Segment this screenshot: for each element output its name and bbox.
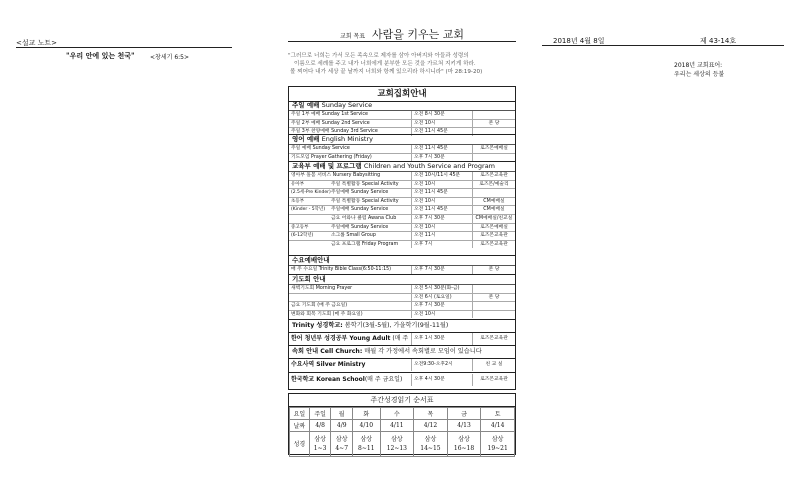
service-place: 본 당 <box>472 266 515 274</box>
young-adult-time: 오후 1시 30분 <box>411 333 472 345</box>
service-time: 오후 7시 30분 <box>411 302 472 310</box>
service-name: 새벽기도회 Morning Prayer <box>291 286 353 291</box>
heading-en: Sunday Service <box>321 101 373 109</box>
trinity-terms: 봄학기(3월-5월), 가을학기(9월-11월) <box>344 322 449 329</box>
verse-line: 이름으로 세례를 주고 내가 너희에게 분부한 모든 것을 가르쳐 지키게 하라. <box>294 61 476 67</box>
young-adult-place: 로즈몬교육관 <box>472 333 515 345</box>
service-time: 오후 7시 30분 <box>411 154 472 162</box>
program-place: CM예배실 <box>472 206 515 214</box>
book-name: 삼상 <box>491 436 504 443</box>
chapters: 19~21 <box>487 445 508 452</box>
service-time: 오전 11시 45분 <box>411 128 472 136</box>
verse-line: 볼 찌어다 내가 세상 끝 날까지 너희와 항께 있으리라 하시니라" (마 28:19-20) <box>290 69 483 75</box>
age-group: 유아부 <box>291 181 305 187</box>
service-time: 오전 8시 30분 <box>411 111 472 119</box>
table-row <box>289 181 515 190</box>
verse-cell <box>414 432 448 457</box>
program-name: 소그룹 Small Group <box>331 233 376 239</box>
program-name: 영아부 돌봄 서비스 Nursery Babysitting <box>291 173 381 178</box>
service-name: 주일 2부 예배 Sunday 2nd Service <box>291 120 370 126</box>
table-row <box>289 198 515 207</box>
date-cell: 4/8 <box>309 420 331 432</box>
table-row <box>289 120 515 129</box>
table-row <box>289 285 515 294</box>
service-name: 금요 기도회 (매 주 금요일) <box>291 303 348 309</box>
service-name: 주일 예배 Sunday Service <box>291 146 350 151</box>
book-name: 삼상 <box>360 436 373 443</box>
youth-grid <box>289 171 515 248</box>
prayer-grid <box>289 284 515 318</box>
header-cell: 수 <box>380 408 414 420</box>
age-group: 중고등부 <box>291 224 309 230</box>
service-place <box>472 285 515 293</box>
service-name: 기도모임 Prayer Gathering (Friday) <box>291 154 372 160</box>
sermon-note-label: <설교 노트> <box>16 39 58 47</box>
table-row <box>290 408 515 420</box>
table-row <box>290 420 515 432</box>
service-place: 본 당 <box>472 120 515 128</box>
program-name: 주일예배 Sunday Service <box>331 224 389 230</box>
program-time: 오전 10시 <box>411 198 472 206</box>
divider <box>16 47 232 48</box>
english-ministry-section <box>289 135 515 161</box>
service-place <box>472 111 515 119</box>
service-place: 로즈몬예배실 <box>472 145 515 153</box>
header-cell: 목 <box>414 408 448 420</box>
header-cell: 화 <box>352 408 380 420</box>
wednesday-grid <box>289 265 515 274</box>
church-theme <box>674 61 724 79</box>
service-name <box>289 294 411 302</box>
verse-cell <box>331 432 353 457</box>
age-group: (6-12학년) <box>291 233 314 239</box>
table-row <box>289 359 515 371</box>
verse-cell <box>481 432 515 457</box>
service-name: 변화와 회복 기도회 (매 주 화요일) <box>291 311 363 317</box>
chapters: 4~7 <box>335 445 349 452</box>
chapters: 1~3 <box>313 445 327 452</box>
korean-school-note: (매 주 금요일) <box>364 376 403 383</box>
silver-ministry-label: 수요사역 Silver Ministry <box>291 361 366 368</box>
youth-program-section <box>289 162 515 248</box>
table-row <box>289 266 515 274</box>
service-name: 주일 3부 찬양예배 Sunday 3rd Service <box>291 129 378 135</box>
service-time: 오후 7시 30분 <box>411 266 472 274</box>
program-time: 오전 10시 <box>411 224 472 232</box>
age-group <box>291 241 331 249</box>
service-name: 매 주 수요일 Trinity Bible Class(6:50-11:15) <box>291 267 392 272</box>
silver-ministry-section <box>289 359 515 371</box>
age-group: (Kinder - 5학년) <box>291 207 326 213</box>
heading-ko: 영어 예배 <box>292 135 320 143</box>
program-time: 오전 11시 45분 <box>411 206 472 214</box>
program-time: 오후 7시 30분 <box>411 215 472 223</box>
sermon-title: "우리 안에 있는 천국" <box>66 51 135 60</box>
reading-title: 주간성경읽기 순서표 <box>289 394 515 407</box>
book-name: 삼상 <box>458 436 470 443</box>
schedule-title: 교회집회안내 <box>289 87 515 102</box>
program-name: 주일예배 Sunday Service <box>331 190 389 196</box>
book-name: 삼상 <box>314 436 326 443</box>
program-place: CM예배실 <box>472 198 515 206</box>
program-name: 금요 어와나 클럽 Awana Club <box>331 215 397 221</box>
service-time: 오전 11시 45분 <box>411 145 472 153</box>
heading-en: English Ministry <box>321 135 373 143</box>
section-heading <box>289 162 515 171</box>
header-cell: 주일 <box>309 408 331 420</box>
program-time: 오전 10시 <box>411 181 472 189</box>
trinity-label: Trinity 성경학교: <box>292 322 343 329</box>
service-place <box>472 302 515 310</box>
service-place: 본 당 <box>472 294 515 302</box>
program-time: 오전 11시 45분 <box>411 189 472 197</box>
header-cell: 월 <box>331 408 353 420</box>
section-heading <box>289 101 515 110</box>
book-name: 삼상 <box>335 436 348 443</box>
program-name: 주일 특별활동 Special Activity <box>331 181 399 187</box>
date-cell: 4/10 <box>352 420 380 432</box>
service-time: 오전 10시 <box>411 311 472 319</box>
sermon-reference: <창세기 6:5> <box>150 54 190 61</box>
table-row <box>289 215 515 224</box>
heading-ko: 교육부 예배 및 프로그램 <box>292 162 362 170</box>
church-motto: 사람을 키우는 교회 <box>372 28 465 41</box>
program-place: 로즈몬예배실 <box>472 224 515 232</box>
table-row <box>289 302 515 311</box>
program-place <box>472 189 515 197</box>
age-group <box>291 215 331 223</box>
cell-church-section <box>289 346 518 358</box>
korean-school-section <box>289 374 515 386</box>
book-name: 삼상 <box>391 436 403 443</box>
table-row <box>289 311 515 319</box>
sunday-service-section <box>289 101 515 136</box>
table-row <box>289 241 515 249</box>
wednesday-section <box>289 256 515 274</box>
motto-label: 교회 목표 <box>340 33 366 40</box>
program-place: 로즈몬교육관 <box>472 172 515 180</box>
program-time: 오전 11시 <box>411 232 472 240</box>
silver-ministry-place: 친 교 실 <box>472 359 515 371</box>
young-adult-section <box>289 333 515 345</box>
section-heading <box>289 135 515 144</box>
program-place: 로즈몬교육관 <box>472 232 515 240</box>
trinity-bible-school <box>289 320 518 332</box>
table-row <box>289 189 515 198</box>
table-row <box>289 206 515 215</box>
table-row <box>289 172 515 181</box>
service-schedule <box>288 86 516 390</box>
sunday-grid <box>289 110 515 136</box>
date-cell: 4/9 <box>331 420 353 432</box>
korean-school-time: 오후 4시 30분 <box>411 374 472 386</box>
table-row <box>289 374 515 386</box>
service-time: 오전 6시 (토요일) <box>411 294 472 302</box>
silver-ministry-time: 오전9:30-오후2시 <box>411 359 472 371</box>
reading-table <box>289 407 515 457</box>
english-grid <box>289 144 515 161</box>
section-heading: 수요예배안내 <box>292 256 330 264</box>
verse-cell <box>447 432 481 457</box>
date-cell: 4/14 <box>481 420 515 432</box>
verse-cell <box>380 432 414 457</box>
row-label: 날짜 <box>290 420 310 432</box>
heading-en: Children and Youth Service and Program <box>363 162 496 170</box>
young-adult-note: (매 주 <box>392 335 409 342</box>
prayer-section <box>289 275 515 318</box>
theme-text: 우리는 세상의 등불 <box>674 71 725 78</box>
table-row <box>289 111 515 120</box>
program-place: 로즈몬/예술리 <box>472 181 515 189</box>
theme-title: 2018년 교회표어: <box>674 62 723 69</box>
verse-cell <box>309 432 331 457</box>
age-group: (2.5세-Pre Kinder) <box>291 190 331 196</box>
row-label: 성경 <box>290 432 310 457</box>
table-row <box>289 333 515 345</box>
date-cell: 4/11 <box>380 420 414 432</box>
divider <box>542 45 784 46</box>
table-row <box>289 294 515 303</box>
chapters: 14~15 <box>420 445 441 452</box>
scripture-verse <box>288 52 482 76</box>
divider <box>288 41 516 42</box>
program-time: 오전 10시/11시 45분 <box>411 172 472 180</box>
divider <box>289 372 515 373</box>
section-heading: 기도회 안내 <box>292 275 326 283</box>
header-cell: 요일 <box>290 408 310 420</box>
service-time: 오전 10시 <box>411 120 472 128</box>
program-time: 오후 7시 <box>411 241 472 249</box>
program-place: 로즈몬교육관 <box>472 241 515 249</box>
date-cell: 4/13 <box>447 420 481 432</box>
table-row <box>289 224 515 233</box>
korean-school-place: 로즈몬교육관 <box>472 374 515 386</box>
table-row <box>289 145 515 154</box>
korean-school-label: 한국학교 Korean School <box>291 376 365 383</box>
chapters: 16~18 <box>453 445 475 452</box>
program-name: 주일 특별활동 Special Activity <box>331 198 399 204</box>
chapters: 12~13 <box>386 445 407 452</box>
program-name: 주일예배 Sunday Service <box>331 207 389 213</box>
date-cell: 4/12 <box>414 420 448 432</box>
verse-line: "그러므로 너희는 가서 모든 족속으로 제자를 삼아 아버지와 아들과 성령의 <box>288 53 469 59</box>
program-name: 금요 프로그램 Friday Program <box>331 241 399 247</box>
cell-church-text: 매월 각 가정에서 속회별로 모임이 있습니다 <box>364 348 482 355</box>
table-row <box>289 232 515 241</box>
header-cell: 금 <box>447 408 481 420</box>
verse-cell <box>352 432 380 457</box>
issue-number: 제 43-14호 <box>700 37 737 45</box>
bulletin-date: 2018년 4월 8일 <box>553 37 605 45</box>
service-place <box>472 311 515 319</box>
service-name: 주일 1부 예배 Sunday 1st Service <box>291 112 368 117</box>
service-time: 오전 5시 30분(화-금) <box>411 285 472 293</box>
cell-church-label: 속회 안내 Cell Church: <box>292 348 363 355</box>
bible-reading-schedule <box>288 393 516 455</box>
program-place: CM예배실/친교실 <box>472 215 515 223</box>
header-cell: 토 <box>481 408 515 420</box>
heading-ko: 주일 예배 <box>292 101 320 109</box>
young-adult-label: 한어 청년부 성경공부 Young Adult <box>291 335 391 342</box>
chapters: 8~11 <box>358 445 375 452</box>
table-row <box>290 432 515 457</box>
age-group: 초등부 <box>291 198 305 204</box>
book-name: 삼상 <box>424 436 437 443</box>
